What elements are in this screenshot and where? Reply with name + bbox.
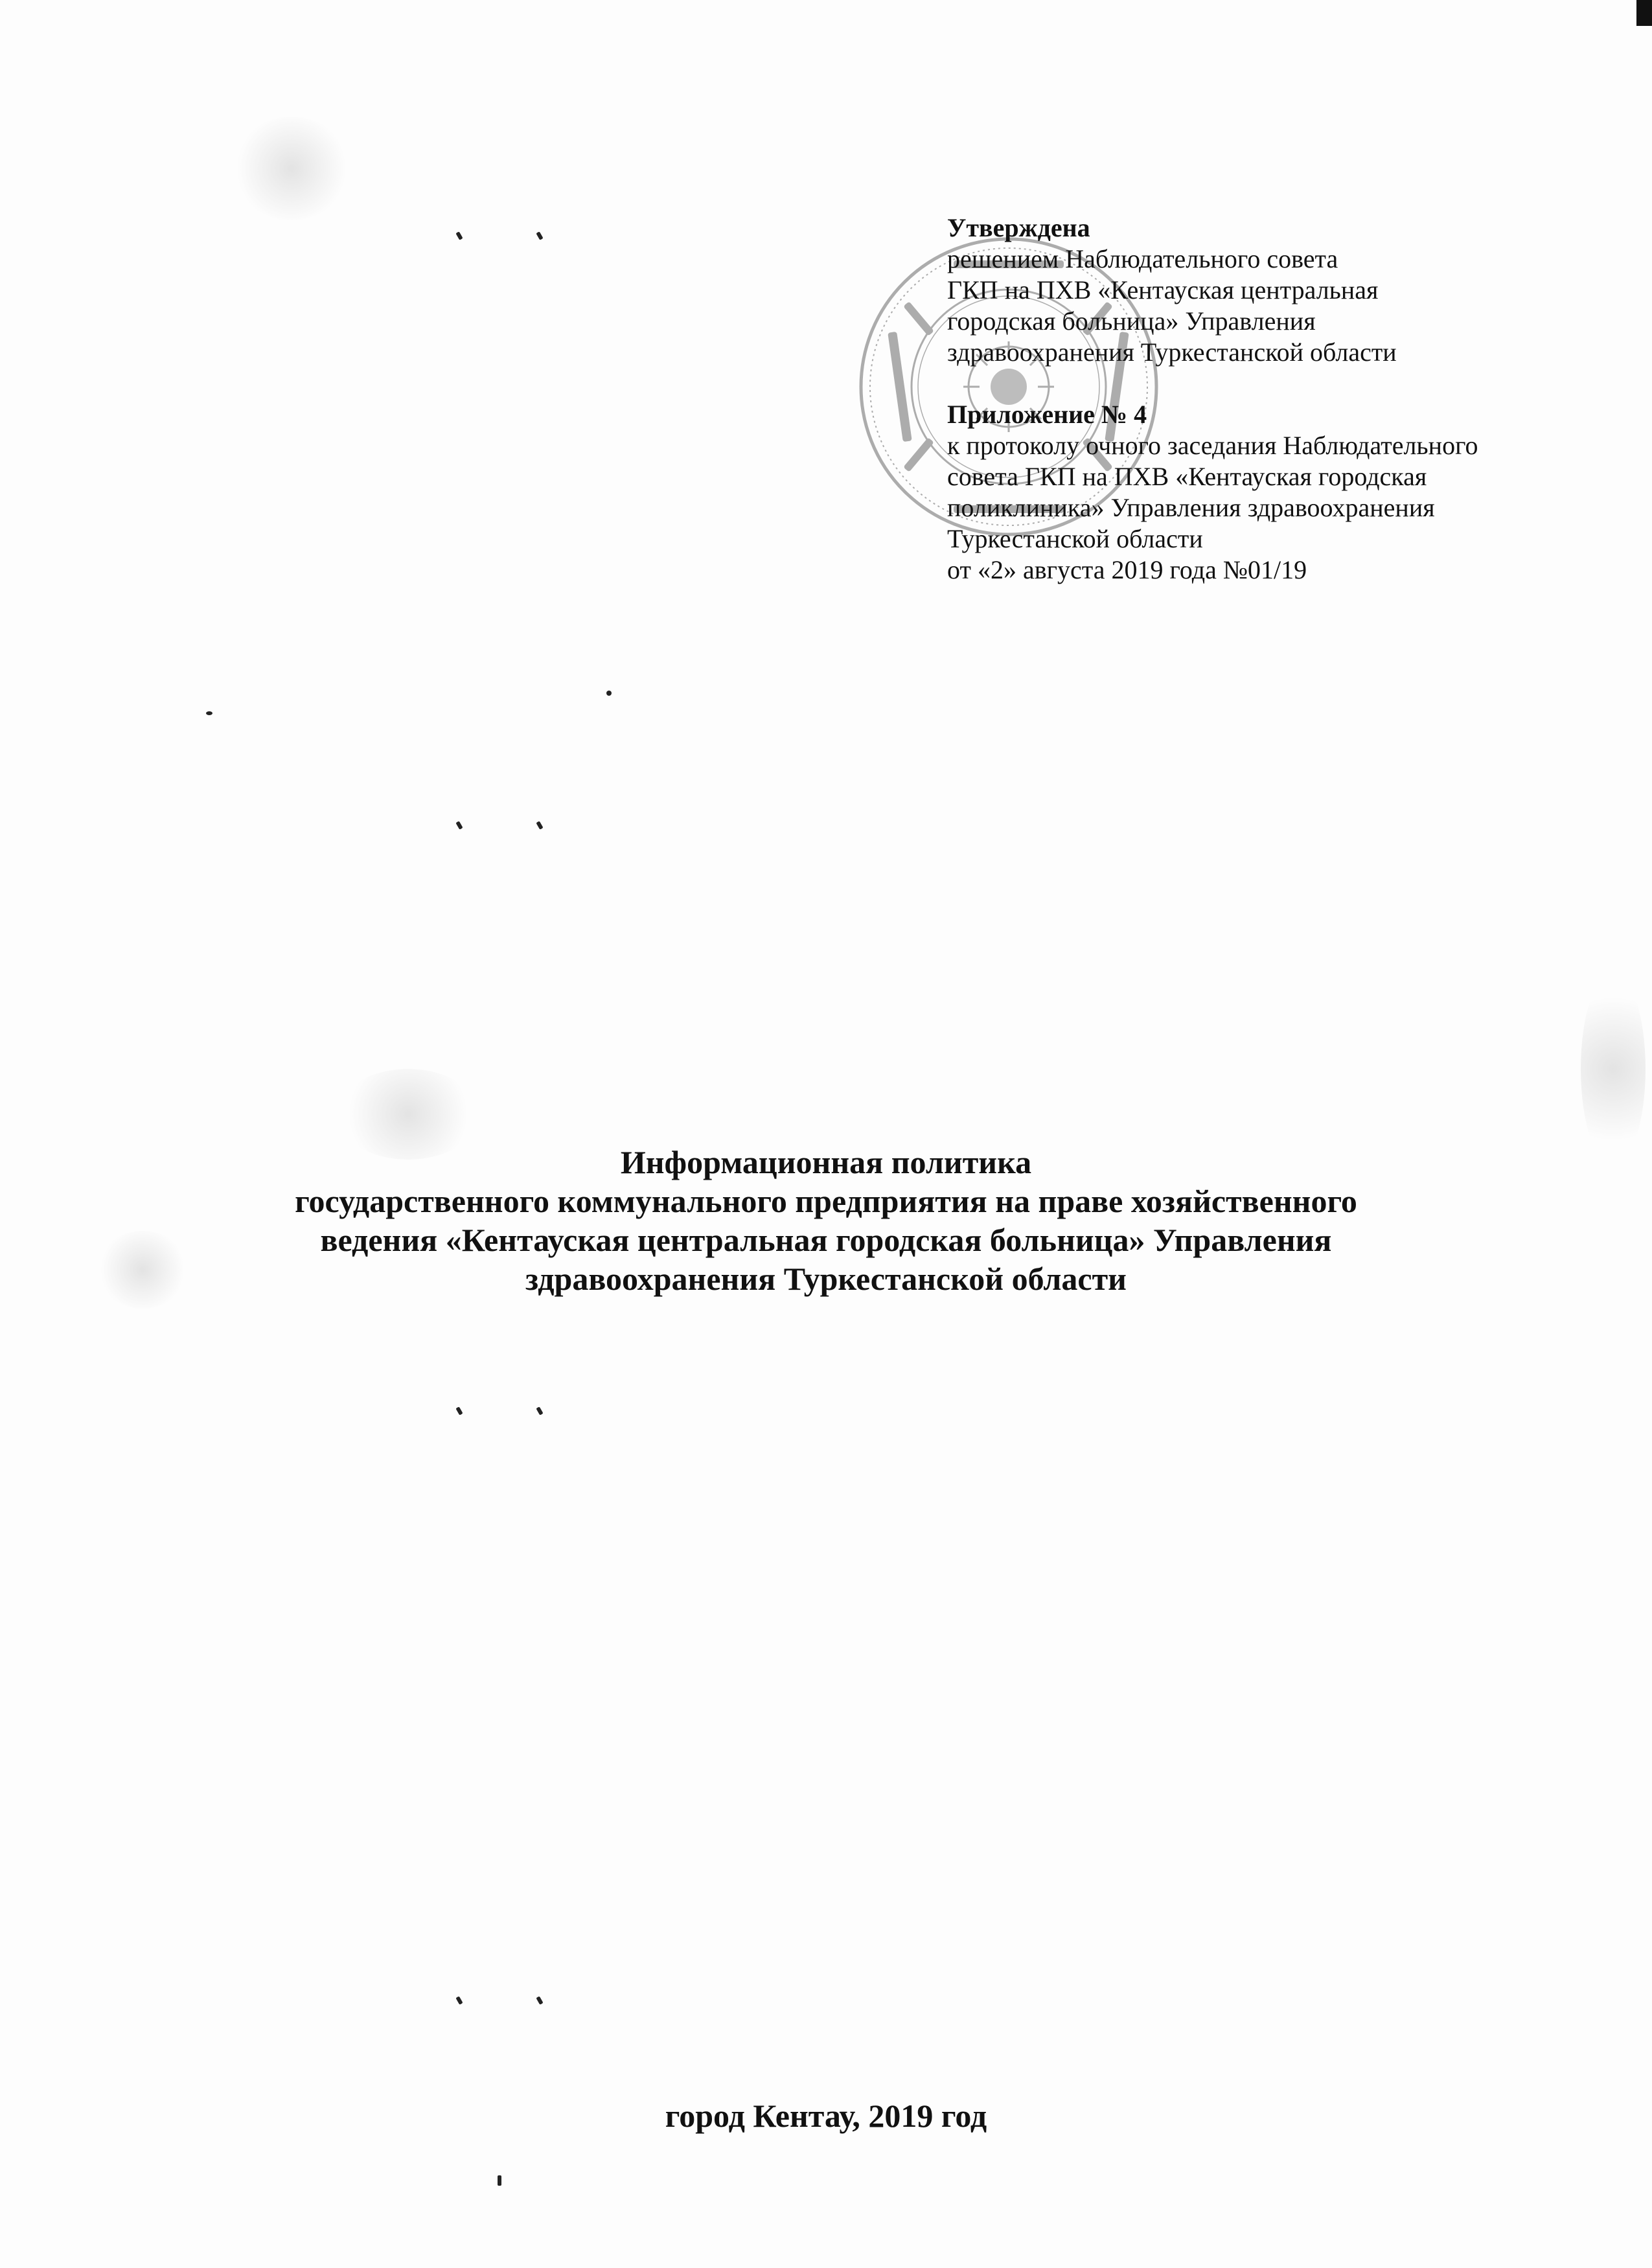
- scan-tick-mark: [455, 1406, 463, 1415]
- scan-smudge: [233, 117, 350, 220]
- scan-tick-mark: [536, 1996, 543, 2004]
- scan-smudge: [1581, 972, 1646, 1166]
- title-line: здравоохранения Туркестанской области: [525, 1261, 1127, 1297]
- appendix-line: совета ГКП на ПХВ «Кентауская городская: [947, 462, 1427, 491]
- place-and-year: город Кентау, 2019 год: [665, 2098, 987, 2134]
- scan-tick-mark: [455, 1996, 463, 2004]
- scan-tick-mark: [536, 821, 543, 829]
- scan-dot: [606, 691, 612, 696]
- approved-heading: Утверждена: [947, 213, 1090, 242]
- approved-line: ГКП на ПХВ «Кентауская центральная: [947, 275, 1379, 304]
- approved-line: городская больница» Управления: [947, 306, 1316, 336]
- approved-line: здравоохранения Туркестанской области: [947, 338, 1397, 367]
- approval-block: [947, 212, 1543, 586]
- appendix-heading: Приложение № 4: [947, 400, 1147, 429]
- appendix-line: поликлиника» Управления здравоохранения: [947, 493, 1435, 522]
- scan-tick-mark: [455, 231, 463, 240]
- scan-dot: [206, 711, 212, 715]
- scan-edge-mark: [1636, 0, 1652, 26]
- spacer: [947, 368, 1543, 399]
- scan-tick-mark: [536, 231, 543, 240]
- scan-dot: [498, 2175, 501, 2186]
- title-line: ведения «Кентауская центральная городская больница» Управления: [320, 1222, 1332, 1258]
- scan-tick-mark: [536, 1406, 543, 1415]
- document-title: [0, 1143, 1652, 1298]
- appendix-line: к протоколу очного заседания Наблюдательного: [947, 431, 1478, 460]
- scan-tick-mark: [455, 821, 463, 829]
- approved-line: решением Наблюдательного совета: [947, 244, 1338, 273]
- appendix-line: Туркестанской области: [947, 524, 1203, 553]
- appendix-date-line: от «2» августа 2019 года №01/19: [947, 555, 1307, 584]
- title-line: Информационная политика: [620, 1144, 1032, 1180]
- title-line: государственного коммунального предприятия на праве хозяйственного: [295, 1183, 1357, 1219]
